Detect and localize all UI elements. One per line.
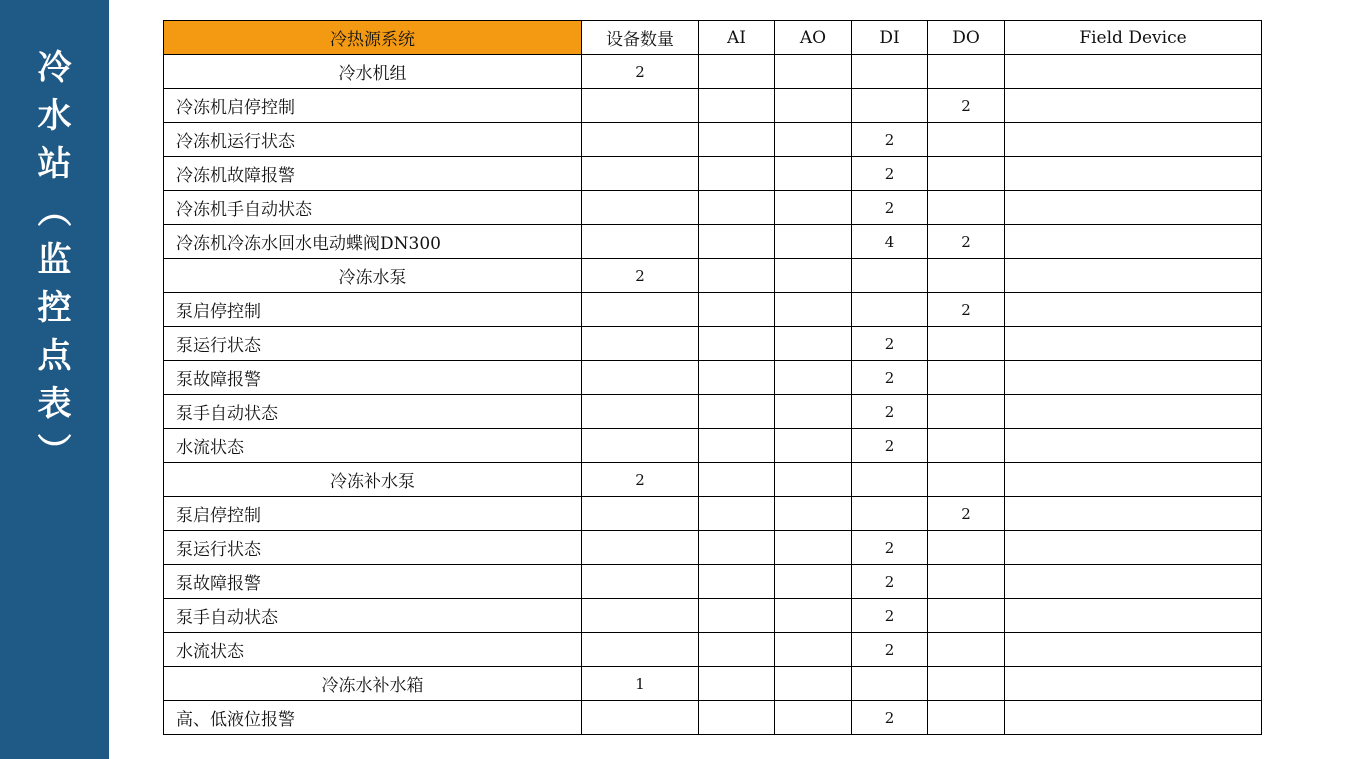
monitoring-points-table-wrap [163,20,1262,735]
cell-ai [699,225,775,259]
header-system: 冷热源系统 [164,21,582,55]
cell-ai [699,89,775,123]
cell-ai [699,157,775,191]
cell-do [928,599,1005,633]
cell-do [928,191,1005,225]
cell-do [928,55,1005,89]
cell-ao [775,327,852,361]
cell-ai [699,327,775,361]
cell-ao [775,259,852,293]
cell-di [852,259,928,293]
cell-ai [699,463,775,497]
table-row [164,191,1262,225]
header-do: DO [928,21,1005,55]
cell-ai [699,395,775,429]
title-char: 站 [37,144,72,184]
cell-ai [699,497,775,531]
cell-ao [775,55,852,89]
title-char: 表 [37,384,72,424]
cell-di [852,497,928,531]
table-body [164,55,1262,735]
cell-di: 2 [852,191,928,225]
cell-quantity: 2 [582,55,699,89]
table-group-row [164,259,1262,293]
table-group-row [164,55,1262,89]
cell-di: 2 [852,429,928,463]
cell-point-name: 泵启停控制 [164,293,582,327]
cell-di: 2 [852,565,928,599]
cell-ao [775,157,852,191]
cell-field-device [1005,565,1262,599]
cell-ao [775,293,852,327]
cell-do [928,429,1005,463]
cell-field-device [1005,327,1262,361]
cell-point-name: 冷冻机手自动状态 [164,191,582,225]
cell-point-name: 冷水机组 [164,55,582,89]
cell-field-device [1005,667,1262,701]
cell-di: 2 [852,327,928,361]
table-row [164,531,1262,565]
cell-point-name: 冷冻机故障报警 [164,157,582,191]
cell-point-name: 冷冻机运行状态 [164,123,582,157]
table-row [164,565,1262,599]
cell-do [928,463,1005,497]
cell-ai [699,633,775,667]
cell-di [852,293,928,327]
table-group-row [164,667,1262,701]
cell-do [928,361,1005,395]
cell-di: 2 [852,395,928,429]
cell-di: 2 [852,361,928,395]
cell-quantity: 2 [582,259,699,293]
cell-field-device [1005,191,1262,225]
cell-point-name: 水流状态 [164,429,582,463]
cell-di: 4 [852,225,928,259]
cell-quantity [582,701,699,735]
cell-quantity [582,157,699,191]
cell-field-device [1005,361,1262,395]
cell-ao [775,599,852,633]
table-row [164,701,1262,735]
cell-field-device [1005,89,1262,123]
cell-point-name: 冷冻水补水箱 [164,667,582,701]
cell-ao [775,701,852,735]
cell-do: 2 [928,89,1005,123]
cell-ai [699,531,775,565]
title-char: 监 [37,240,72,280]
cell-do [928,259,1005,293]
cell-do: 2 [928,497,1005,531]
cell-ao [775,463,852,497]
header-field-device: Field Device [1005,21,1262,55]
cell-field-device [1005,259,1262,293]
cell-do: 2 [928,225,1005,259]
cell-field-device [1005,463,1262,497]
cell-do [928,395,1005,429]
cell-quantity: 2 [582,463,699,497]
cell-field-device [1005,633,1262,667]
cell-quantity [582,191,699,225]
table-group-row [164,463,1262,497]
cell-field-device [1005,225,1262,259]
cell-ai [699,191,775,225]
cell-point-name: 泵故障报警 [164,361,582,395]
cell-ao [775,531,852,565]
cell-ai [699,55,775,89]
cell-di [852,463,928,497]
cell-quantity [582,633,699,667]
cell-point-name: 泵故障报警 [164,565,582,599]
cell-di: 2 [852,701,928,735]
cell-field-device [1005,497,1262,531]
cell-field-device [1005,123,1262,157]
cell-ao [775,633,852,667]
table-row [164,293,1262,327]
cell-ai [699,293,775,327]
cell-ai [699,565,775,599]
table-row [164,395,1262,429]
cell-quantity [582,89,699,123]
monitoring-points-table [163,20,1262,735]
cell-ao [775,667,852,701]
cell-ao [775,429,852,463]
title-char: 水 [37,96,72,136]
cell-field-device [1005,395,1262,429]
title-char: ︶ [37,432,72,472]
table-row [164,327,1262,361]
cell-do [928,157,1005,191]
header-ai: AI [699,21,775,55]
title-char: ︵ [37,192,72,232]
cell-field-device [1005,701,1262,735]
cell-do [928,531,1005,565]
cell-point-name: 冷冻水泵 [164,259,582,293]
cell-quantity [582,225,699,259]
cell-do [928,667,1005,701]
cell-di: 2 [852,531,928,565]
cell-field-device [1005,157,1262,191]
table-row [164,225,1262,259]
cell-ai [699,361,775,395]
cell-quantity [582,293,699,327]
cell-field-device [1005,429,1262,463]
cell-field-device [1005,55,1262,89]
cell-point-name: 冷冻机启停控制 [164,89,582,123]
cell-do: 2 [928,293,1005,327]
cell-ai [699,259,775,293]
cell-ai [699,667,775,701]
cell-quantity [582,123,699,157]
cell-point-name: 泵手自动状态 [164,599,582,633]
cell-quantity [582,429,699,463]
cell-ao [775,565,852,599]
cell-do [928,327,1005,361]
header-di: DI [852,21,928,55]
cell-point-name: 水流状态 [164,633,582,667]
cell-quantity [582,395,699,429]
cell-point-name: 泵运行状态 [164,531,582,565]
cell-di: 2 [852,123,928,157]
cell-field-device [1005,599,1262,633]
cell-di [852,89,928,123]
title-char: 控 [37,288,72,328]
table-row [164,429,1262,463]
cell-quantity: 1 [582,667,699,701]
cell-do [928,633,1005,667]
cell-field-device [1005,293,1262,327]
cell-quantity [582,361,699,395]
cell-di: 2 [852,633,928,667]
cell-ao [775,497,852,531]
table-row [164,497,1262,531]
cell-ai [699,123,775,157]
cell-di: 2 [852,599,928,633]
cell-quantity [582,599,699,633]
table-row [164,633,1262,667]
page-title [0,44,109,476]
table-row [164,599,1262,633]
table-row [164,89,1262,123]
cell-do [928,123,1005,157]
cell-di [852,55,928,89]
cell-point-name: 冷冻补水泵 [164,463,582,497]
cell-ai [699,599,775,633]
table-row [164,157,1262,191]
table-row [164,123,1262,157]
cell-field-device [1005,531,1262,565]
cell-quantity [582,327,699,361]
cell-di: 2 [852,157,928,191]
cell-do [928,701,1005,735]
cell-point-name: 高、低液位报警 [164,701,582,735]
cell-quantity [582,531,699,565]
cell-di [852,667,928,701]
table-row [164,361,1262,395]
cell-point-name: 冷冻机冷冻水回水电动蝶阀DN300 [164,225,582,259]
cell-do [928,565,1005,599]
cell-ai [699,429,775,463]
title-char: 冷 [37,48,72,88]
cell-ai [699,701,775,735]
cell-quantity [582,497,699,531]
cell-ao [775,395,852,429]
cell-ao [775,225,852,259]
header-quantity: 设备数量 [582,21,699,55]
cell-point-name: 泵启停控制 [164,497,582,531]
cell-ao [775,123,852,157]
cell-quantity [582,565,699,599]
cell-ao [775,191,852,225]
side-title-bar [0,0,109,759]
cell-point-name: 泵运行状态 [164,327,582,361]
cell-point-name: 泵手自动状态 [164,395,582,429]
header-ao: AO [775,21,852,55]
cell-ao [775,89,852,123]
title-char: 点 [37,336,72,376]
cell-ao [775,361,852,395]
table-header-row [164,21,1262,55]
